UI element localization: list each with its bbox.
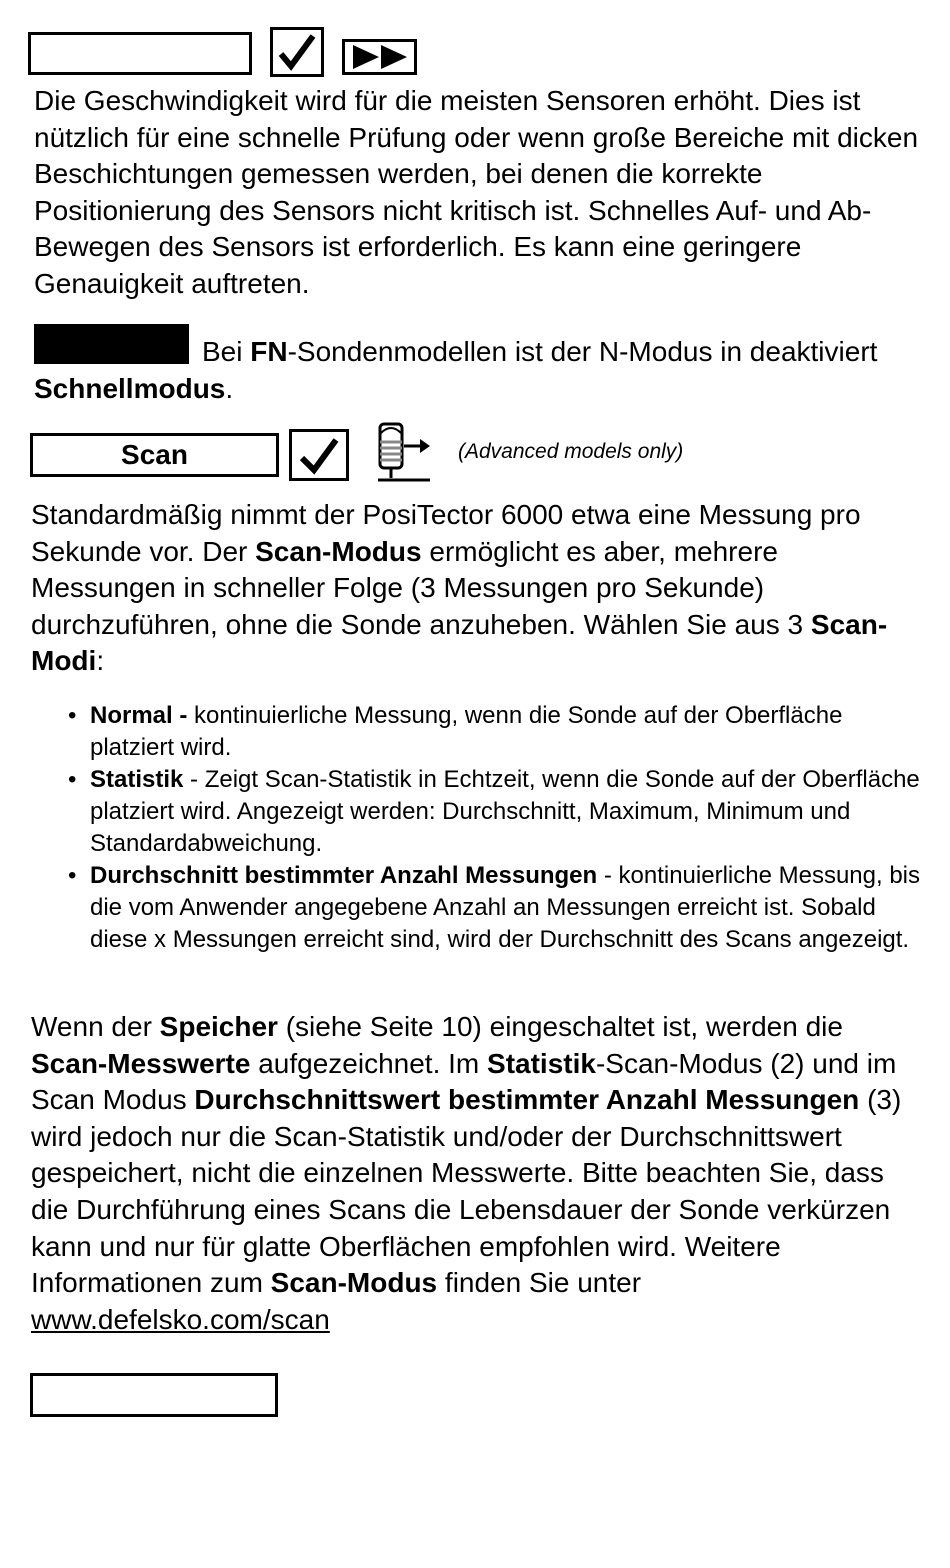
mode-description: kontinuierliche Messung, wenn die Sonde auf der Oberfläche platziert wird. (90, 702, 843, 761)
scan-probe-icon (374, 418, 432, 486)
scan-memory-paragraph (31, 1009, 921, 1338)
memory-bold-1: Speicher (159, 1011, 278, 1042)
mode-description: - Zeigt Scan-Statistik in Echtzeit, wenn die Sonde auf der Oberfläche platziert wird. Angezeigt werden: Durchschnitt, Maximum, Minimum und Standardabweichung. (90, 766, 920, 857)
bullet: • (68, 766, 77, 793)
checkmark-icon (270, 27, 324, 77)
list-item (68, 764, 928, 860)
list-item (68, 700, 928, 764)
bullet: • (68, 702, 77, 729)
scan-modes-list (68, 700, 928, 956)
scan-intro-text-3: : (96, 645, 105, 677)
bullet: • (68, 862, 77, 889)
memory-bold-3: Statistik (487, 1047, 596, 1079)
scan-intro (31, 497, 921, 680)
note-bold-fn: FN (250, 336, 288, 367)
next-section-label (30, 1373, 278, 1417)
memory-bold-5: Scan-Modus (270, 1267, 438, 1299)
scan-intro-text-2: ermöglicht es aber, mehrere Messungen in schneller Folge (3 Messungen pro Sekunde) durchzuführen, ohne die Sonde anzuheben. Wählen Sie aus 3 (31, 535, 811, 640)
note-text-2: -Sondenmodellen ist der N-Modus in deaktiviert (287, 336, 878, 367)
advanced-models-note: (Advanced models only) (458, 440, 684, 463)
fn-note (34, 334, 924, 407)
scan-intro-bold-1: Scan-Modus (255, 535, 422, 567)
fast-mode-label (28, 32, 252, 75)
memory-text-6: finden Sie unter (437, 1267, 642, 1299)
note-text-1: Bei (202, 336, 251, 367)
scan-mode-label: Scan (30, 433, 279, 477)
note-text-3: . (225, 372, 234, 404)
fast-mode-description: Die Geschwindigkeit wird für die meisten Sensoren erhöht. Dies ist nützlich für eine schnelle Prüfung oder wenn große Bereiche mit dicken Beschichtungen gemessen werden, bei denen die korrekte Positionierung des Sensors nicht kritisch ist. Schnelles Auf- und Ab- Bewegen des Sensors ist erforderlich. Es kann eine geringere Genauigkeit auftreten. (34, 85, 919, 299)
note-bold-schnellmodus: Schnellmodus (34, 372, 226, 404)
memory-bold-4: Durchschnittswert bestimmter Anzahl Messungen (194, 1084, 860, 1116)
memory-bold-2: Scan-Messwerte (31, 1047, 251, 1079)
memory-text-2: (siehe Seite 10) eingeschaltet ist, werden die (277, 1011, 843, 1042)
checkmark-icon (289, 429, 349, 481)
mode-name: Normal - (90, 702, 188, 729)
scan-intro-text-1: Standardmäßig nimmt der PosiTector 6000 etwa eine Messung pro Sekunde vor. Der (31, 499, 861, 567)
fast-forward-icon (342, 39, 417, 75)
memory-text-1: Wenn der (31, 1011, 160, 1042)
defelsko-scan-link[interactable]: www.defelsko.com/scan (31, 1303, 330, 1335)
memory-text-4: -Scan-Modus (2) und im Scan Modus (31, 1047, 897, 1116)
mode-description: - kontinuierliche Messung, bis die vom Anwender angegebene Anzahl an Messungen erreicht ist. Sobald diese x Messungen erreicht sind, wird der Durchschnitt des Scans angezeigt. (90, 862, 921, 953)
mode-name: Statistik (90, 766, 184, 793)
list-item (68, 860, 928, 956)
memory-text-3: aufgezeichnet. Im (250, 1047, 488, 1079)
mode-name: Durchschnitt bestimmter Anzahl Messungen (90, 862, 598, 889)
scan-intro-bold-2: Scan-Modi (31, 608, 888, 677)
memory-text-5: (3) wird jedoch nur die Scan-Statistik und/oder der Durchschnittswert gespeichert, nicht die einzelnen Messwerte. Bitte beachten Sie, dass die Durchführung eines Scans die Lebensdauer der Sonde verkürzen kann und nur für glatte Oberflächen empfohlen wird. Weitere Informationen zum (31, 1084, 902, 1299)
